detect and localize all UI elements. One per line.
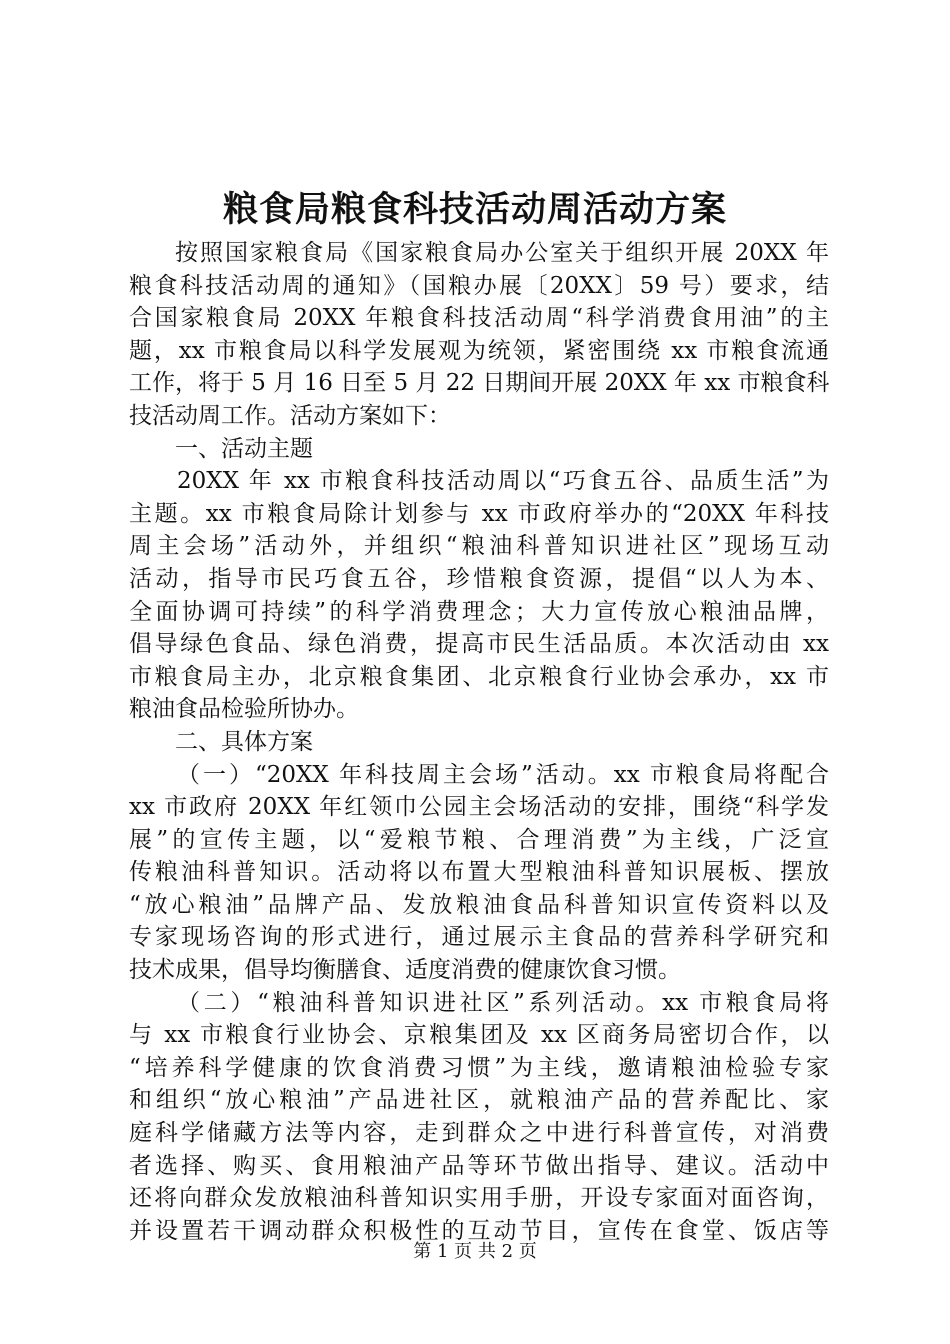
text-line: 倡导绿色食品、绿色消费，提高市民生活品质。本次活动由 xx <box>129 631 829 658</box>
text-line: 市粮食局主办，北京粮食集团、北京粮食行业协会承办，xx 市 <box>129 663 829 690</box>
text-line: 还将向群众发放粮油科普知识实用手册，开设专家面对面咨询， <box>129 1185 829 1212</box>
text-line: 粮油食品检验所协办。 <box>129 696 359 723</box>
text-line: 专家现场咨询的形式进行，通过展示主食品的营养科学研究和 <box>129 924 829 951</box>
text-line: 工作，将于 5 月 16 日至 5 月 22 日期间开展 20XX 年 xx 市粮食科 <box>129 370 829 397</box>
text-line: 传粮油科普知识。活动将以布置大型粮油科普知识展板、摆放 <box>129 859 829 886</box>
text-line: 者选择、购买、食用粮油产品等环节做出指导、建议。活动中 <box>129 1152 829 1179</box>
text-line: 题，xx 市粮食局以科学发展观为统领，紧密围绕 xx 市粮食流通 <box>129 337 829 364</box>
text-line: 周主会场”活动外，并组织“粮油科普知识进社区”现场互动 <box>129 533 829 560</box>
text-line: 技活动周工作。活动方案如下： <box>129 402 451 429</box>
text-line: 展”的宣传主题，以“爱粮节粮、合理消费”为主线，广泛宣 <box>129 826 829 853</box>
text-line: “放心粮油”品牌产品、发放粮油食品科普知识宣传资料以及 <box>129 891 829 918</box>
text-line: 20XX 年 xx 市粮食科技活动周以“巧食五谷、品质生活”为 <box>177 468 829 495</box>
text-line: （二）“粮油科普知识进社区”系列活动。xx 市粮食局将 <box>177 989 829 1016</box>
text-line: 全面协调可持续”的科学消费理念；大力宣传放心粮油品牌， <box>129 598 829 625</box>
text-line: “培养科学健康的饮食消费习惯”为主线，邀请粮油检验专家 <box>129 1054 829 1081</box>
text-line: xx 市政府 20XX 年红领巾公园主会场活动的安排，围绕“科学发 <box>129 794 829 821</box>
text-line: 庭科学储藏方法等内容，走到群众之中进行科普宣传，对消费 <box>129 1120 829 1147</box>
text-line: 主题。xx 市粮食局除计划参与 xx 市政府举办的“20XX 年科技 <box>129 500 829 527</box>
text-line: （一）“20XX 年科技周主会场”活动。xx 市粮食局将配合 <box>177 761 829 788</box>
text-line: 按照国家粮食局《国家粮食局办公室关于组织开展 20XX 年 <box>175 240 829 266</box>
text-line: 技术成果，倡导均衡膳食、适度消费的健康饮食习惯。 <box>129 957 681 984</box>
text-line: 与 xx 市粮食行业协会、京粮集团及 xx 区商务局密切合作，以 <box>129 1022 829 1049</box>
document-title: 粮食局粮食科技活动周活动方案 <box>222 189 727 230</box>
section-heading: 二、具体方案 <box>175 728 313 755</box>
text-line: 合国家粮食局 20XX 年粮食科技活动周“科学消费食用油”的主 <box>129 305 829 332</box>
page-number: 第 1 页 共 2 页 <box>413 1241 537 1262</box>
text-line: 和组织“放心粮油”产品进社区，就粮油产品的营养配比、家 <box>129 1087 829 1114</box>
section-heading: 一、活动主题 <box>175 435 313 462</box>
text-line: 活动，指导市民巧食五谷，珍惜粮食资源，提倡“以人为本、 <box>129 565 829 592</box>
document-body <box>129 237 829 1247</box>
text-line: 并设置若干调动群众积极性的互动节目，宣传在食堂、饭店等 <box>129 1217 829 1244</box>
text-line: 粮食科技活动周的通知》（国粮办展〔20XX〕59 号）要求，结 <box>129 272 829 299</box>
